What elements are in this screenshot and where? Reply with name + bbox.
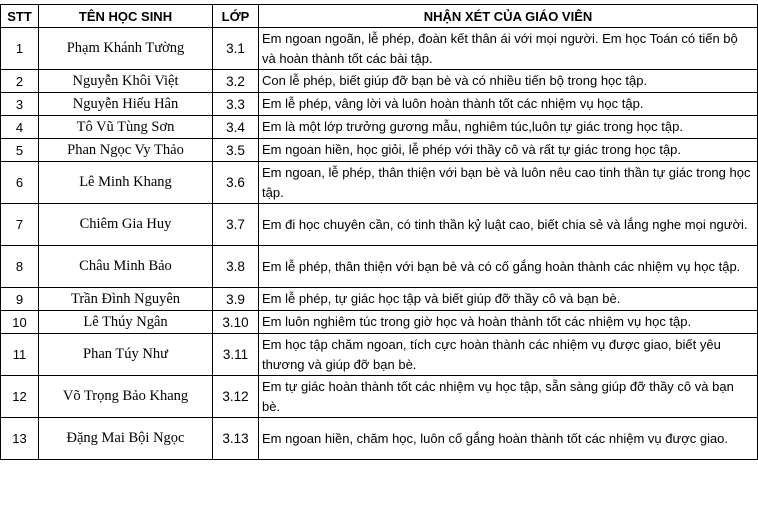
cell-class: 3.4 <box>213 116 259 139</box>
cell-class: 3.5 <box>213 139 259 162</box>
cell-comment: Em ngoan hiền, học giỏi, lễ phép với thầy cô và rất tự giác trong học tập. <box>259 139 758 162</box>
header-teacher-comment: NHẬN XÉT CỦA GIÁO VIÊN <box>259 5 758 28</box>
cell-student-name: Nguyễn Hiếu Hân <box>39 93 213 116</box>
cell-comment: Em ngoan, lễ phép, thân thiện với bạn bè và luôn nêu cao tinh thần tự giác trong học tập. <box>259 162 758 204</box>
cell-stt: 5 <box>1 139 39 162</box>
cell-student-name: Nguyễn Khôi Việt <box>39 70 213 93</box>
cell-comment: Em ngoan hiền, chăm học, luôn cố gắng hoàn thành tốt các nhiệm vụ được giao. <box>259 418 758 460</box>
cell-stt: 7 <box>1 204 39 246</box>
cell-class: 3.10 <box>213 311 259 334</box>
cell-stt: 11 <box>1 334 39 376</box>
table-row <box>1 418 758 460</box>
cell-comment: Em ngoan ngoãn, lễ phép, đoàn kết thân ái với mọi người. Em học Toán có tiến bộ và hoàn thành tốt các bài tập. <box>259 28 758 70</box>
cell-class: 3.11 <box>213 334 259 376</box>
cell-stt: 10 <box>1 311 39 334</box>
cell-stt: 3 <box>1 93 39 116</box>
header-row <box>1 5 758 28</box>
header-stt: STT <box>1 5 39 28</box>
cell-student-name: Lê Minh Khang <box>39 162 213 204</box>
table-row <box>1 376 758 418</box>
cell-comment: Em là một lớp trưởng gương mẫu, nghiêm túc,luôn tự giác trong học tập. <box>259 116 758 139</box>
table-row <box>1 116 758 139</box>
cell-student-name: Trần Đình Nguyên <box>39 288 213 311</box>
cell-stt: 1 <box>1 28 39 70</box>
table-row <box>1 204 758 246</box>
cell-comment: Em luôn nghiêm túc trong giờ học và hoàn thành tốt các nhiệm vụ học tập. <box>259 311 758 334</box>
cell-class: 3.12 <box>213 376 259 418</box>
cell-comment: Em đi học chuyên cần, có tinh thần kỷ luật cao, biết chia sẻ và lắng nghe mọi người. <box>259 204 758 246</box>
cell-stt: 2 <box>1 70 39 93</box>
table-row <box>1 334 758 376</box>
cell-stt: 6 <box>1 162 39 204</box>
cell-class: 3.7 <box>213 204 259 246</box>
cell-comment: Em lễ phép, vâng lời và luôn hoàn thành tốt các nhiệm vụ học tập. <box>259 93 758 116</box>
cell-class: 3.9 <box>213 288 259 311</box>
header-student-name: TÊN HỌC SINH <box>39 5 213 28</box>
cell-student-name: Chiêm Gia Huy <box>39 204 213 246</box>
cell-class: 3.6 <box>213 162 259 204</box>
cell-student-name: Phan Ngọc Vy Thảo <box>39 139 213 162</box>
cell-student-name: Phạm Khánh Tường <box>39 28 213 70</box>
table-row <box>1 28 758 70</box>
cell-student-name: Châu Minh Bảo <box>39 246 213 288</box>
cell-comment: Em lễ phép, tự giác học tập và biết giúp đỡ thầy cô và bạn bè. <box>259 288 758 311</box>
cell-student-name: Lê Thúy Ngân <box>39 311 213 334</box>
header-class: LỚP <box>213 5 259 28</box>
cell-stt: 12 <box>1 376 39 418</box>
table-row <box>1 93 758 116</box>
cell-student-name: Võ Trọng Bảo Khang <box>39 376 213 418</box>
cell-stt: 13 <box>1 418 39 460</box>
cell-comment: Em lễ phép, thân thiện với bạn bè và có cố gắng hoàn thành các nhiệm vụ học tập. <box>259 246 758 288</box>
table-row <box>1 311 758 334</box>
student-comments-table <box>0 4 758 460</box>
table-row <box>1 139 758 162</box>
cell-comment: Em tự giác hoàn thành tốt các nhiệm vụ học tập, sẵn sàng giúp đỡ thầy cô và bạn bè. <box>259 376 758 418</box>
cell-class: 3.8 <box>213 246 259 288</box>
cell-stt: 9 <box>1 288 39 311</box>
table-row <box>1 246 758 288</box>
cell-class: 3.1 <box>213 28 259 70</box>
cell-comment: Con lễ phép, biết giúp đỡ bạn bè và có nhiều tiến bộ trong học tập. <box>259 70 758 93</box>
cell-comment: Em học tập chăm ngoan, tích cực hoàn thành các nhiệm vụ được giao, biết yêu thương và giúp đỡ bạn bè. <box>259 334 758 376</box>
cell-stt: 4 <box>1 116 39 139</box>
table-row <box>1 162 758 204</box>
cell-class: 3.13 <box>213 418 259 460</box>
table-row <box>1 70 758 93</box>
cell-class: 3.2 <box>213 70 259 93</box>
table-row <box>1 288 758 311</box>
cell-student-name: Đặng Mai Bội Ngọc <box>39 418 213 460</box>
cell-student-name: Tô Vũ Tùng Sơn <box>39 116 213 139</box>
cell-class: 3.3 <box>213 93 259 116</box>
cell-student-name: Phan Túy Như <box>39 334 213 376</box>
cell-stt: 8 <box>1 246 39 288</box>
